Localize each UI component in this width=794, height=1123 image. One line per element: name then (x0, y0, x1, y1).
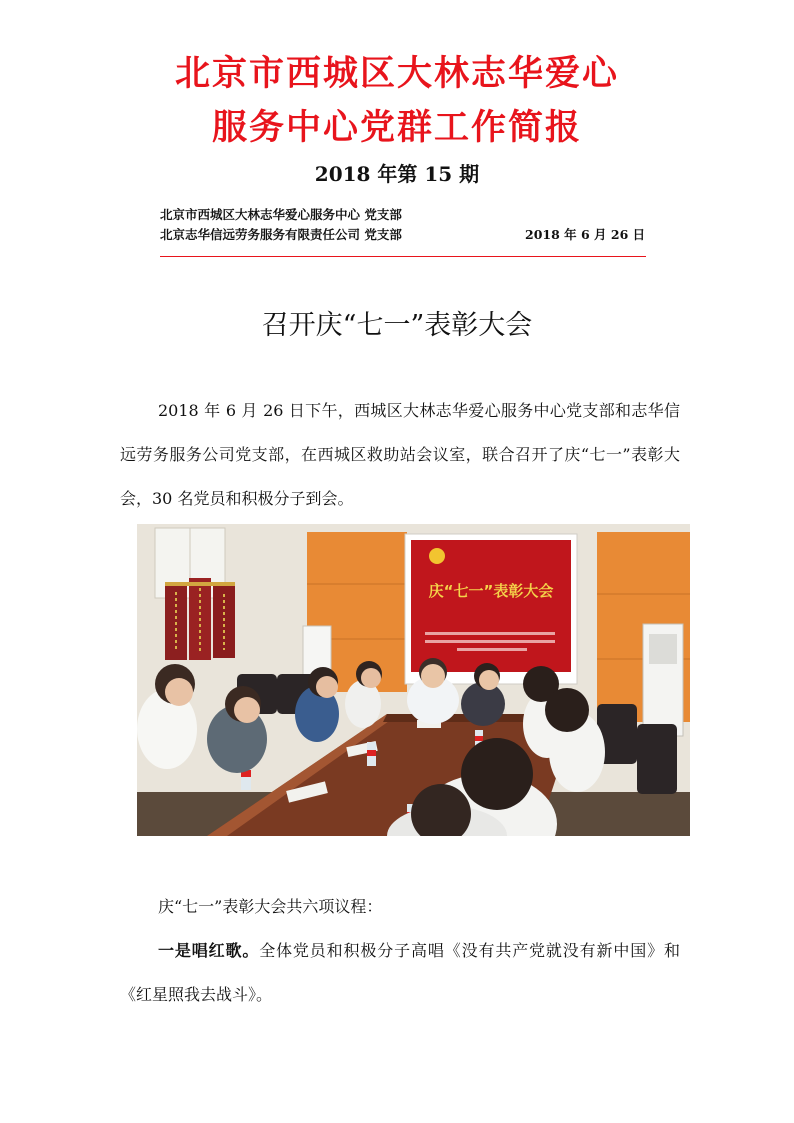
agenda-item-1-text: 全体党员和积极分子高唱《没有共产党就没有新中国》和《红星照我去战斗》。 (120, 941, 680, 1004)
article-paragraph-2: 庆“七一”表彰大会共六项议程： (158, 897, 383, 916)
issue-number: 2018 年第 15 期 (314, 162, 480, 186)
meeting-photo (137, 524, 690, 836)
honor-banners (165, 578, 235, 660)
article-paragraph-3 (120, 929, 680, 1017)
agenda-item-1-title: 一是唱红歌。 (158, 941, 260, 960)
publisher-org-1: 北京市西城区大林志华爱心服务中心 党支部 (160, 207, 402, 222)
publish-date: 2018 年 6 月 26 日 (525, 227, 646, 242)
slide-title: 庆“七一”表彰大会 (428, 582, 554, 600)
header-divider (160, 256, 646, 257)
bulletin-title-line2: 服务中心党群工作简报 (211, 107, 582, 148)
bulletin-title-line1: 北京市西城区大林志华爱心 (174, 53, 619, 94)
article-headline: 召开庆“七一”表彰大会 (261, 310, 533, 341)
article-paragraph-1: 2018 年 6 月 26 日下午，西城区大林志华爱心服务中心党支部和志华信远劳务服务公司党支部，在西城区救助站会议室，联合召开了庆“七一”表彰大会，30 名党员和积极分子到会。 (120, 401, 680, 508)
publisher-org-2: 北京志华信远劳务服务有限责任公司 党支部 (160, 227, 402, 242)
